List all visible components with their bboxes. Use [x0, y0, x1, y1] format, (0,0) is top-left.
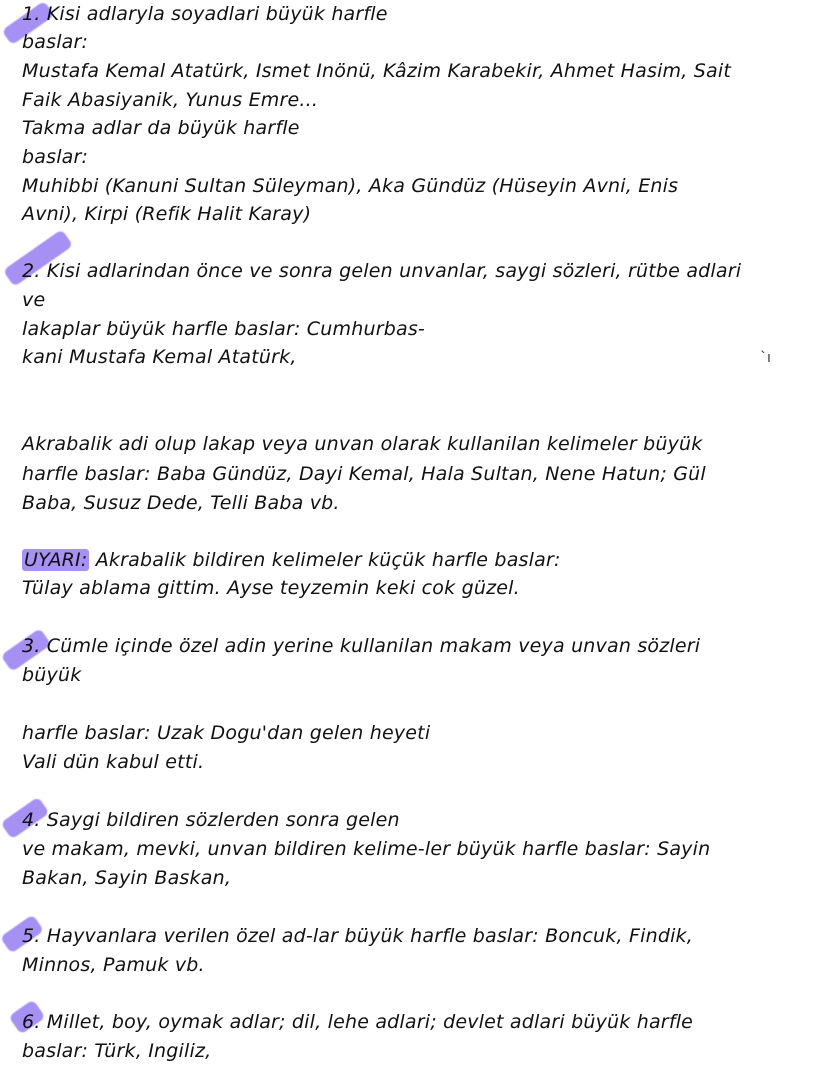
text-line: Baba, Susuz Dede, Telli Baba vb.	[22, 492, 340, 514]
text-line: 3. Cümle içinde özel adin yerine kullanilan makam veya unvan sözleri	[22, 635, 701, 657]
text-line: Akrabalik adi olup lakap veya unvan olarak kullanilan kelimeler büyük	[22, 433, 703, 455]
warning-text: Akrabalik bildiren kelimeler küçük harfle baslar:	[89, 549, 561, 571]
text-line: Bakan, Sayin Baskan,	[22, 867, 232, 889]
text-line: Vali dün kabul etti.	[22, 751, 205, 773]
text-line: Faik Abasiyanik, Yunus Emre...	[22, 89, 319, 111]
text-line: ve	[22, 289, 46, 311]
text-line: baslar:	[22, 31, 89, 53]
text-line: kani Mustafa Kemal Atatürk,	[22, 346, 297, 368]
text-line: Mustafa Kemal Atatürk, Ismet Inönü, Kâzim Karabekir, Ahmet Hasim, Sait	[22, 60, 731, 82]
text-line: Muhibbi (Kanuni Sultan Süleyman), Aka Gündüz (Hüseyin Avni, Enis	[22, 175, 679, 197]
text-line: Minnos, Pamuk vb.	[22, 954, 205, 976]
text-line: Avni), Kirpi (Refik Halit Karay)	[22, 203, 312, 225]
text-line: 6. Millet, boy, oymak adlar; dil, lehe adlari; devlet adlari büyük harfle	[22, 1011, 694, 1033]
text-line: baslar:	[22, 146, 89, 168]
stray-mark: `ı	[760, 350, 771, 366]
warning-line	[22, 546, 561, 574]
text-line: büyük	[22, 664, 82, 686]
text-line: harfle baslar: Uzak Dogu'dan gelen heyeti	[22, 722, 431, 744]
text-line: 4. Saygi bildiren sözlerden sonra gelen	[22, 809, 400, 831]
text-line: Tülay ablama gittim. Ayse teyzemin keki cok güzel.	[22, 577, 520, 599]
text-line: lakaplar büyük harfle baslar: Cumhurbas-	[22, 318, 425, 340]
text-line: 5. Hayvanlara verilen özel ad-lar büyük harfle baslar: Boncuk, Findik,	[22, 925, 694, 947]
warning-label: UYARI:	[24, 549, 88, 571]
text-line: 1. Kisi adlaryla soyadlari büyük harfle	[22, 3, 388, 25]
text-line: 2. Kisi adlarindan önce ve sonra gelen unvanlar, saygi sözleri, rütbe adlari	[22, 260, 742, 282]
text-line: Takma adlar da büyük harfle	[22, 117, 300, 139]
text-line: baslar: Türk, Ingiliz,	[22, 1040, 212, 1062]
text-line: ve makam, mevki, unvan bildiren kelime-ler büyük harfle baslar: Sayin	[22, 838, 711, 860]
text-line: harfle baslar: Baba Gündüz, Dayi Kemal, Hala Sultan, Nene Hatun; Gül	[22, 463, 706, 485]
